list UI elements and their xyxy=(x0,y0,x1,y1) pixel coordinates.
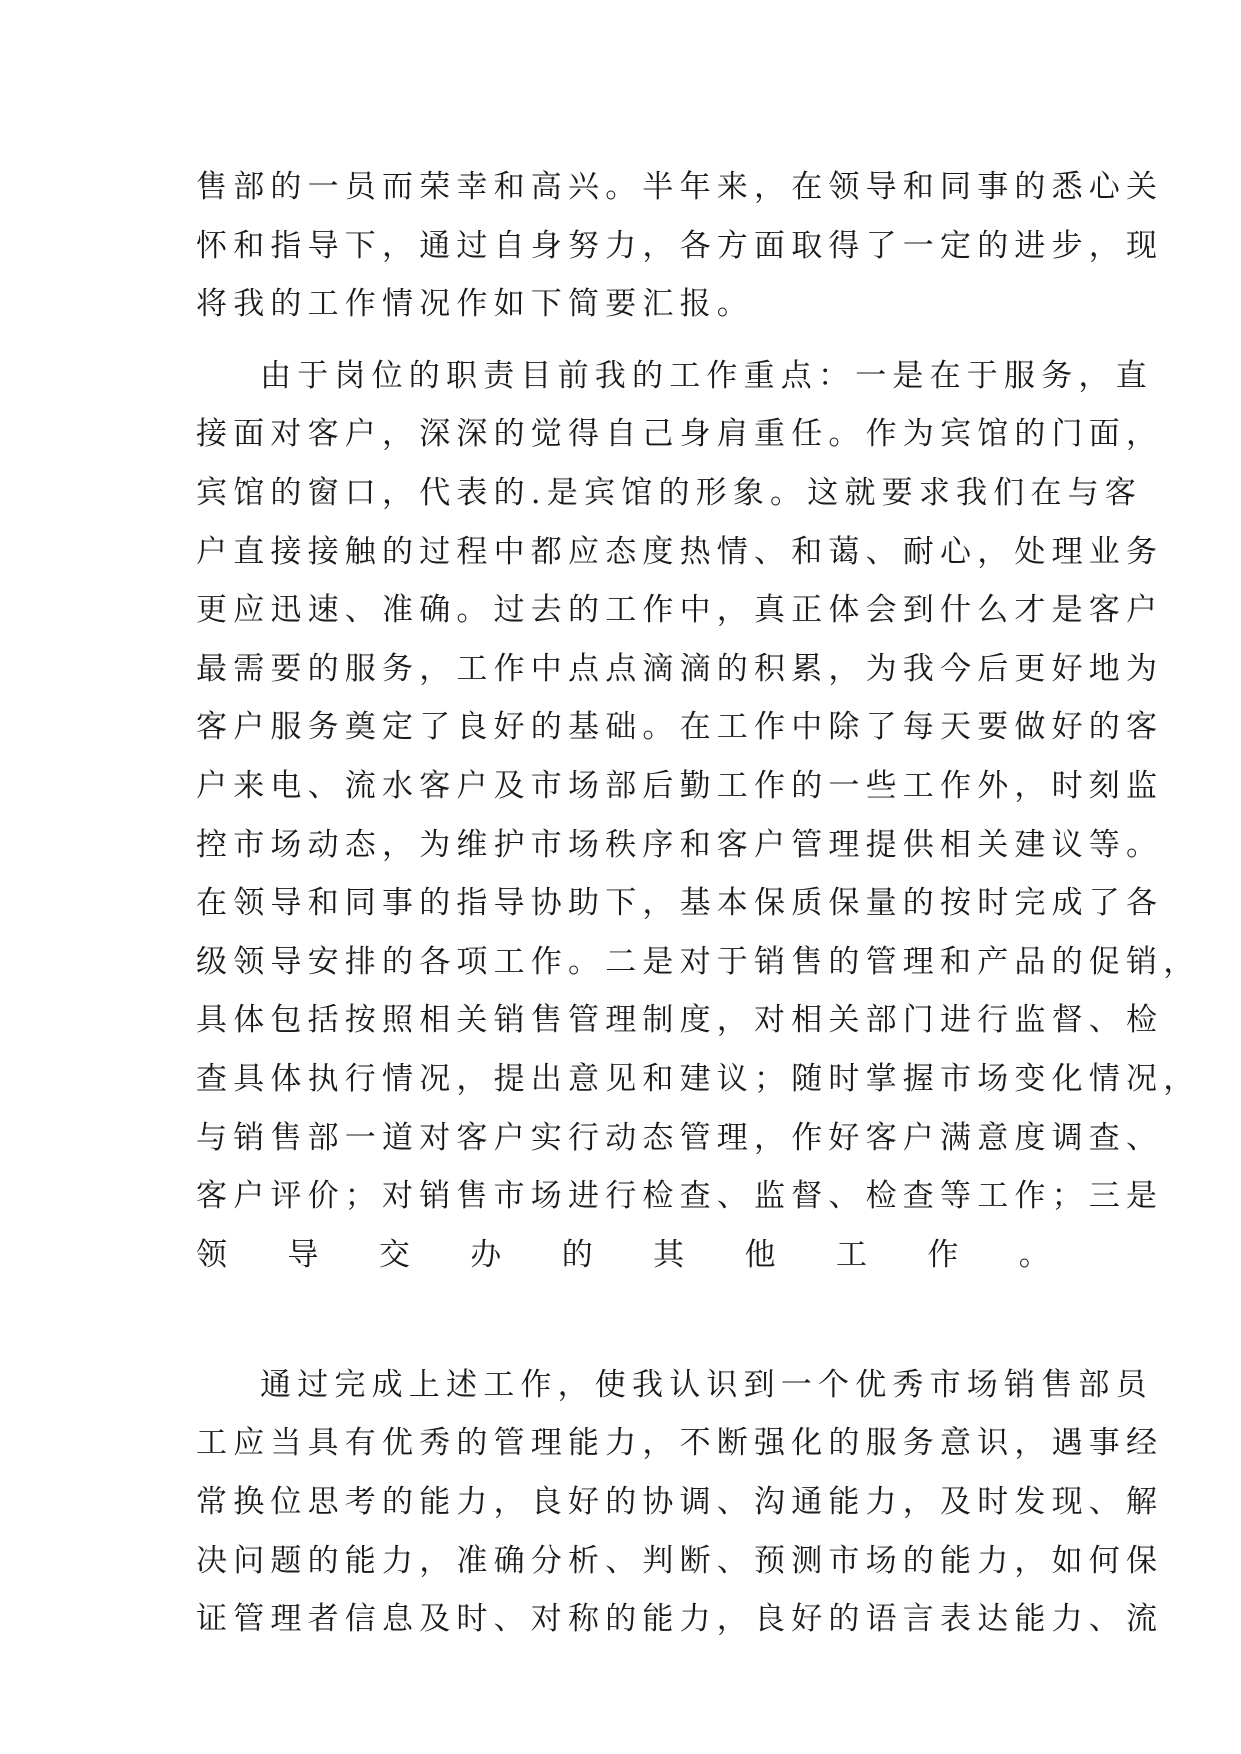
paragraph-1 xyxy=(196,158,1164,334)
paragraph-line: 由于岗位的职责目前我的工作重点：一是在于服务，直 xyxy=(260,357,1153,394)
paragraph-line: 工应当具有优秀的管理能力，不断强化的服务意识，遇事经 xyxy=(196,1425,1164,1462)
paragraph-line: 接面对客户，深深的觉得自己身肩重任。作为宾馆的门面， xyxy=(196,416,1164,453)
paragraph-line: 决问题的能力，准确分析、判断、预测市场的能力，如何保 xyxy=(196,1542,1164,1579)
paragraph-line: 客户评价；对销售市场进行检查、监督、检查等工作；三是 xyxy=(196,1178,1164,1215)
paragraph-line: 查具体执行情况，提出意见和建议；随时掌握市场变化情况， xyxy=(196,1060,1201,1097)
paragraph-line: 级领导安排的各项工作。二是对于销售的管理和产品的促销， xyxy=(196,943,1201,980)
paragraph-gap xyxy=(196,1343,1056,1356)
paragraph-line: 常换位思考的能力，良好的协调、沟通能力，及时发现、解 xyxy=(196,1484,1164,1521)
paragraph-line: 宾馆的窗口，代表的.是宾馆的形象。这就要求我们在与客 xyxy=(196,474,1143,511)
document-body xyxy=(196,158,1201,1649)
paragraph-line: 客户服务奠定了良好的基础。在工作中除了每天要做好的客 xyxy=(196,709,1164,746)
paragraph-line: 与销售部一道对客户实行动态管理，作好客户满意度调查、 xyxy=(196,1119,1164,1156)
paragraph-line: 控市场动态，为维护市场秩序和客户管理提供相关建议等。 xyxy=(196,826,1164,863)
paragraph-line: 在领导和同事的指导协助下，基本保质保量的按时完成了各 xyxy=(196,885,1164,922)
paragraph-gap xyxy=(196,334,1056,347)
paragraph-3 xyxy=(196,1356,1164,1649)
paragraph-line: 最需要的服务，工作中点点滴滴的积累，为我今后更好地为 xyxy=(196,650,1164,687)
paragraph-line: 证管理者信息及时、对称的能力，良好的语言表达能力、流 xyxy=(196,1601,1164,1638)
paragraph-line: 通过完成上述工作，使我认识到一个优秀市场销售部员 xyxy=(260,1366,1153,1403)
paragraph-line xyxy=(196,1284,1056,1343)
paragraph-line: 领导交办的其他工作。 xyxy=(196,1236,1056,1273)
paragraph-line: 更应迅速、准确。过去的工作中，真正体会到什么才是客户 xyxy=(196,592,1164,629)
paragraph-line: 户直接接触的过程中都应态度热情、和蔼、耐心，处理业务 xyxy=(196,533,1164,570)
paragraph-line: 户来电、流水客户及市场部后勤工作的一些工作外，时刻监 xyxy=(196,767,1164,804)
paragraph-line: 将我的工作情况作如下简要汇报。 xyxy=(196,286,754,323)
paragraph-line: 售部的一员而荣幸和高兴。半年来，在领导和同事的悉心关 xyxy=(196,169,1164,205)
paragraph-line: 怀和指导下，通过自身努力，各方面取得了一定的进步，现 xyxy=(196,227,1164,264)
paragraph-line: 具体包括按照相关销售管理制度，对相关部门进行监督、检 xyxy=(196,1002,1164,1039)
paragraph-2 xyxy=(196,347,1201,1343)
